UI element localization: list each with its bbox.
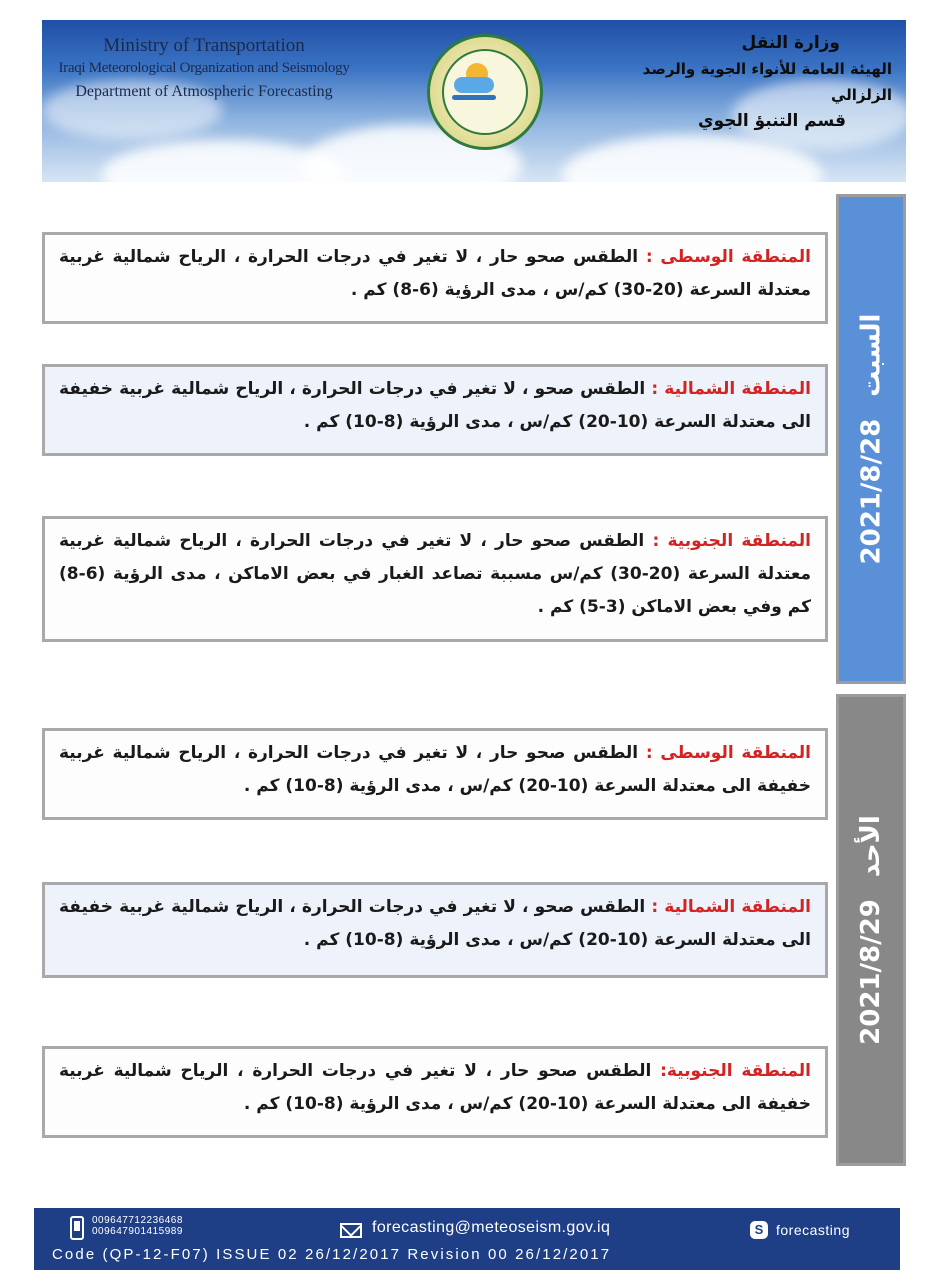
document-code: Code (QP-12-F07) ISSUE 02 26/12/2017 Revision 00 26/12/2017 [52, 1246, 612, 1263]
day-date: 2021/8/28 [856, 418, 887, 565]
email-link[interactable]: forecasting@meteoseism.gov.iq [372, 1219, 611, 1236]
region-label: المنطقة الجنوبية: [660, 1061, 812, 1081]
footer-bar [34, 1208, 900, 1270]
forecast-text: الطقس صحو ، لا تغير في درجات الحرارة ، الرياح شمالية غربية خفيفة الى معتدلة السرعة (10-20) كم/س ، مدى الرؤية (8-10) كم . [59, 897, 811, 950]
region-label: المنطقة الوسطى : [645, 743, 812, 763]
region-label: المنطقة الشمالية : [651, 379, 811, 399]
forecast-text: الطقس صحو حار ، لا تغير في درجات الحرارة ، الرياح شمالية غربية خفيفة الى معتدلة السرعة (10-20) كم/س ، مدى الرؤية (8-10) كم . [59, 743, 811, 796]
forecast-box-northern [42, 364, 828, 456]
mail-icon [340, 1223, 362, 1238]
forecast-text: الطقس صحو حار ، لا تغير في درجات الحرارة ، الرياح شمالية غربية خفيفة الى معتدلة السرعة (10-20) كم/س ، مدى الرؤية (8-10) كم . [59, 1061, 811, 1114]
department-name-ar: قسم التنبؤ الجوي [698, 111, 846, 131]
phone-icon [70, 1216, 84, 1240]
forecast-box-northern [42, 882, 828, 978]
organization-name-en: Iraqi Meteorological Organization and Seismology [58, 60, 350, 76]
skype-handle[interactable]: forecasting [776, 1222, 850, 1238]
header-banner [42, 20, 906, 182]
forecast-text: الطقس صحو ، لا تغير في درجات الحرارة ، الرياح شمالية غربية خفيفة الى معتدلة السرعة (10-20) كم/س ، مدى الرؤية (8-10) كم . [59, 379, 811, 432]
english-title-block [54, 34, 354, 103]
skype-icon: S [750, 1221, 768, 1239]
forecast-text: الطقس صحو حار ، لا تغير في درجات الحرارة ، الرياح شمالية غربية معتدلة السرعة (20-30) كم/س ، مدى الرؤية (6-8) كم . [59, 247, 811, 300]
organization-name-ar: الهيئة العامة للأنواء الجوية والرصد الزلزالي [642, 60, 892, 104]
organization-logo [427, 34, 543, 150]
day-panel-saturday [836, 194, 906, 684]
arabic-title-block [612, 30, 892, 134]
cloud-icon [454, 77, 494, 93]
day-panel-sunday [836, 694, 906, 1166]
region-label: المنطقة الشمالية : [651, 897, 811, 917]
wave-icon [452, 95, 496, 100]
department-name-en: Department of Atmospheric Forecasting [75, 83, 333, 100]
region-label: المنطقة الجنوبية : [652, 531, 811, 551]
forecast-box-southern [42, 516, 828, 642]
day-name: الأحد [856, 815, 887, 878]
day-date: 2021/8/29 [856, 899, 887, 1045]
forecast-box-southern [42, 1046, 828, 1138]
phone-numbers [92, 1215, 183, 1237]
region-label: المنطقة الوسطى : [645, 247, 812, 267]
forecast-box-central [42, 232, 828, 324]
forecast-text: الطقس صحو حار ، لا تغير في درجات الحرارة ، الرياح شمالية غربية معتدلة السرعة (20-30) كم/س مسببة تصاعد الغبار في بعض الاماكن ، مدى الرؤية (6-8) كم وفي بعض الاماكن (3-5) كم . [59, 531, 812, 617]
forecast-box-central [42, 728, 828, 820]
day-name: السبت [856, 313, 887, 397]
phone-number: 009647901415989 [92, 1226, 183, 1237]
ministry-name-ar: وزارة النقل [741, 33, 840, 53]
ministry-name-en: Ministry of Transportation [103, 35, 305, 56]
phone-number: 009647712236468 [92, 1215, 183, 1226]
